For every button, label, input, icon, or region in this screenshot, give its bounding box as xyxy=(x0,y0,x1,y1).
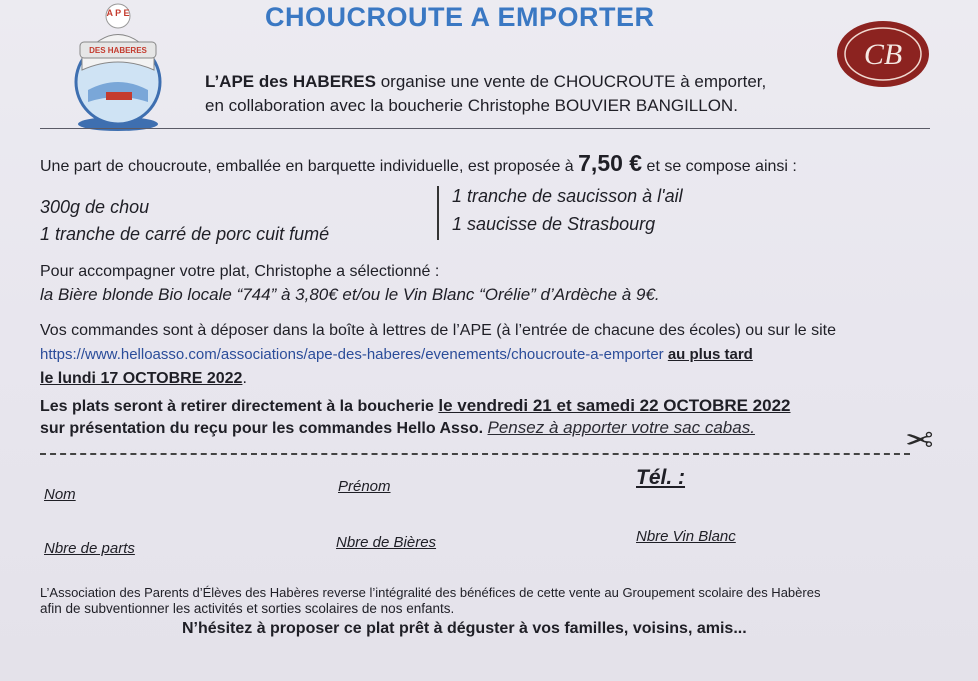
offer-lead: Une part de choucroute, emballée en barquette individuelle, est proposée à xyxy=(40,158,579,175)
footer-line1: L’Association des Parents d’Élèves des Habères reverse l’intégralité des bénéfices de cette vente au Groupement scolaire des Habères xyxy=(40,585,821,600)
order-url-link[interactable]: https://www.helloasso.com/associations/ape-des-haberes/evenements/choucroute-a-emporter xyxy=(40,346,664,363)
ape-logo xyxy=(58,2,178,134)
pickup-reminder: Pensez à apporter votre sac cabas. xyxy=(487,418,755,437)
intro-line2: en collaboration avec la boucherie Christophe BOUVIER BANGILLON. xyxy=(205,96,738,115)
pickup-dates: le vendredi 21 et samedi 22 OCTOBRE 2022 xyxy=(438,396,791,415)
intro-org: L’APE des HABERES xyxy=(205,72,376,91)
drinks-text: la Bière blonde Bio locale “744” à 3,80€ et/ou le Vin Blanc “Orélie” d’Ardèche à 9€. xyxy=(40,285,660,304)
offer-tail: et se compose ainsi : xyxy=(642,158,797,175)
menu-separator xyxy=(437,186,439,240)
header-divider xyxy=(40,128,930,129)
field-nbre-parts[interactable]: Nbre de parts xyxy=(44,540,135,557)
pickup-line1 xyxy=(40,396,791,416)
pickup-line2 xyxy=(40,418,755,438)
menu-right-2: 1 saucisse de Strasbourg xyxy=(452,214,656,234)
pickup-lead: Les plats seront à retirer directement à la boucherie xyxy=(40,398,439,415)
footer-line2: afin de subventionner les activités et sorties scolaires de nos enfants. xyxy=(40,601,455,616)
orders-deadline xyxy=(40,370,247,388)
field-nbre-vin[interactable]: Nbre Vin Blanc xyxy=(636,528,736,545)
closing-message: N’hésitez à proposer ce plat prêt à déguster à vos familles, voisins, amis... xyxy=(182,620,747,637)
butcher-cb-logo xyxy=(834,18,932,90)
deadline-end: . xyxy=(242,370,247,387)
field-nbre-bieres[interactable]: Nbre de Bières xyxy=(336,534,437,551)
deadline-date: le lundi 17 OCTOBRE 2022 xyxy=(40,370,243,387)
scissors-icon: ✂ xyxy=(905,419,934,457)
ape-logo-band-text: DES HABERES xyxy=(89,46,147,55)
menu-left-2: 1 tranche de carré de porc cuit fumé xyxy=(40,224,330,244)
deadline-label: au plus tard xyxy=(667,346,753,363)
field-nom[interactable]: Nom xyxy=(44,486,76,503)
intro xyxy=(205,70,766,118)
ape-logo-text: A P E xyxy=(106,8,130,18)
intro-line1: organise une vente de CHOUCROUTE à emporter, xyxy=(376,72,767,91)
drinks-intro: Pour accompagner votre plat, Christophe a sélectionné : xyxy=(40,263,440,280)
orders-line2 xyxy=(40,346,753,363)
offer-line xyxy=(40,150,797,177)
field-prenom[interactable]: Prénom xyxy=(338,478,391,495)
orders-line1: Vos commandes sont à déposer dans la boîte à lettres de l’APE (à l’entrée de chacune des écoles) ou sur le site xyxy=(40,322,837,339)
pickup-receipt: sur présentation du reçu pour les commandes Hello Asso. xyxy=(40,420,488,437)
menu-right-1: 1 tranche de saucisson à l'ail xyxy=(452,186,683,206)
offer-price: 7,50 € xyxy=(578,150,643,176)
menu-left-1: 300g de chou xyxy=(40,197,150,217)
cut-line xyxy=(40,453,910,455)
flyer-title: CHOUCROUTE A EMPORTER xyxy=(265,2,655,32)
field-tel[interactable]: Tél. : xyxy=(636,466,686,489)
cb-monogram: CB xyxy=(863,38,903,71)
